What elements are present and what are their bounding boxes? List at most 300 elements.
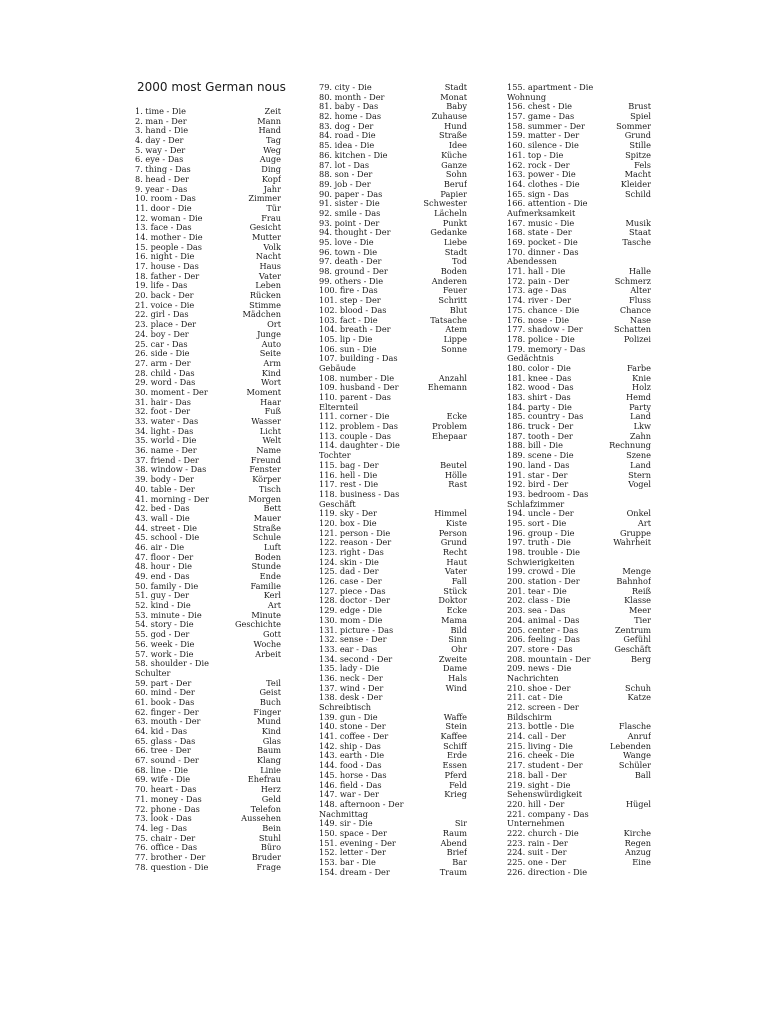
vocab-translation: Bruder — [251, 852, 281, 862]
vocab-line — [135, 194, 281, 204]
vocab-translation: Brust — [628, 102, 651, 112]
vocab-entry: 190. land - Das — [507, 460, 570, 470]
vocab-line — [319, 606, 467, 616]
vocab-line — [319, 751, 467, 761]
vocab-entry: 214. call - Der — [507, 732, 566, 742]
vocab-translation: Sohn — [445, 170, 467, 180]
vocab-entry: 142. ship - Das — [319, 741, 381, 751]
vocab-line — [135, 514, 281, 524]
vocab-entry: 196. group - Die — [507, 528, 575, 538]
vocab-line — [319, 267, 467, 277]
vocab-line — [507, 161, 651, 171]
vocab-line — [507, 422, 651, 432]
vocab-entry: Nachrichten — [507, 673, 559, 683]
vocab-line — [507, 684, 651, 694]
vocab-line — [319, 403, 467, 413]
vocab-line — [319, 567, 467, 577]
vocab-entry: 4. day - Der — [135, 136, 184, 146]
vocab-line — [507, 383, 651, 393]
vocab-line — [507, 587, 651, 597]
vocab-entry: 212. screen - Der — [507, 703, 579, 712]
vocab-line — [319, 480, 467, 490]
vocab-line — [507, 848, 651, 858]
vocab-line — [319, 199, 467, 209]
vocab-translation: Bett — [263, 504, 281, 514]
vocab-line — [319, 122, 467, 132]
vocab-entry: 20. back - Der — [135, 291, 194, 301]
vocab-line — [507, 558, 651, 568]
vocab-translation: Land — [630, 460, 651, 470]
vocab-translation: Schatten — [613, 325, 651, 335]
vocab-entry: 91. sister - Die — [319, 199, 380, 209]
vocab-translation: Farbe — [626, 363, 651, 373]
vocab-entry: Sehenswürdigkeit — [507, 790, 583, 800]
vocab-translation: Raum — [442, 828, 467, 838]
vocab-line — [135, 262, 281, 272]
vocab-entry: 88. son - Der — [319, 170, 373, 180]
vocab-translation: Musik — [625, 218, 651, 228]
vocab-entry: 94. thought - Der — [319, 228, 391, 238]
vocab-translation: Gefühl — [623, 635, 651, 645]
vocab-translation: Schwester — [423, 199, 467, 209]
vocab-line — [135, 698, 281, 708]
vocab-entry: 24. boy - Der — [135, 329, 189, 339]
vocab-entry: 153. bar - Die — [319, 858, 376, 867]
vocab-entry: 104. breath - Der — [319, 325, 391, 335]
vocab-entry: 136. neck - Der — [319, 673, 383, 683]
vocab-line — [319, 616, 467, 626]
vocab-entry: 149. sir - Die — [319, 819, 373, 829]
vocab-line — [507, 257, 651, 267]
vocab-translation: Büro — [260, 843, 281, 853]
vocab-entry: 167. music - Die — [507, 218, 575, 228]
vocab-entry: 49. end - Das — [135, 572, 190, 581]
vocab-entry: 6. eye - Das — [135, 155, 184, 165]
vocab-line — [319, 693, 467, 703]
vocab-line — [507, 131, 651, 141]
vocab-translation: Nase — [629, 315, 651, 325]
vocab-line — [135, 243, 281, 253]
vocab-line — [319, 180, 467, 190]
vocab-line — [507, 325, 651, 335]
vocab-translation: Macht — [624, 170, 651, 180]
vocab-entry: 9. year - Das — [135, 184, 188, 194]
vocab-line — [319, 228, 467, 238]
vocab-entry: 108. number - Die — [319, 373, 395, 383]
vocab-translation: Tatsache — [430, 315, 467, 325]
vocab-translation: Ball — [634, 770, 651, 780]
vocab-line — [135, 204, 281, 214]
vocab-entry: 139. gun - Die — [319, 712, 378, 722]
vocab-line — [135, 591, 281, 601]
vocab-entry: 213. bottle - Die — [507, 722, 575, 732]
vocab-entry: 205. center - Das — [507, 625, 579, 635]
vocab-line — [507, 703, 651, 713]
vocab-entry: 112. problem - Das — [319, 422, 399, 432]
vocab-line — [135, 233, 281, 243]
vocab-translation: Kirche — [623, 828, 651, 838]
vocab-entry: 100. fire - Das — [319, 286, 378, 296]
vocab-entry: 211. cat - Die — [507, 693, 563, 703]
vocab-line — [319, 219, 467, 229]
vocab-translation: Geschichte — [234, 620, 281, 630]
vocab-translation: Essen — [442, 761, 467, 771]
vocab-line — [507, 122, 651, 132]
vocab-translation: Hals — [448, 673, 467, 683]
vocab-entry: 62. finger - Der — [135, 707, 199, 717]
vocab-translation: Hund — [444, 121, 467, 131]
vocab-line — [319, 810, 467, 820]
vocab-translation: Herz — [260, 785, 281, 795]
vocab-translation: Klang — [256, 756, 281, 766]
vocab-line — [135, 301, 281, 311]
vocab-translation: Anzahl — [438, 373, 467, 383]
vocab-line — [135, 223, 281, 233]
vocab-entry: 63. mouth - Der — [135, 717, 201, 727]
vocab-entry: 97. death - Der — [319, 257, 382, 267]
vocab-entry: 181. knee - Das — [507, 373, 572, 383]
vocab-entry: 178. police - Die — [507, 334, 575, 344]
vocab-translation: Party — [629, 402, 651, 412]
vocab-translation: Mauer — [253, 513, 281, 523]
vocab-translation: Baum — [257, 746, 281, 756]
vocab-translation: Himmel — [434, 509, 467, 519]
vocab-translation: Mädchen — [242, 310, 281, 320]
vocab-translation: Tür — [266, 203, 281, 213]
vocab-line — [507, 451, 651, 461]
vocab-translation: Gedanke — [430, 228, 467, 238]
vocab-line — [135, 679, 281, 689]
vocab-entry: 78. question - Die — [135, 862, 209, 872]
vocab-line — [319, 451, 467, 461]
vocab-line — [319, 422, 467, 432]
vocab-entry: 123. right - Das — [319, 548, 384, 557]
vocab-line — [507, 490, 651, 500]
vocab-translation: Telefon — [250, 804, 281, 814]
vocab-translation: Mama — [441, 615, 467, 625]
vocab-entry: 185. country - Das — [507, 412, 584, 422]
vocab-translation: Stein — [445, 722, 467, 732]
vocab-translation: Brief — [446, 848, 467, 858]
vocab-line — [135, 456, 281, 466]
vocab-translation: Onkel — [626, 509, 651, 519]
vocab-line — [135, 717, 281, 727]
vocab-line — [135, 756, 281, 766]
vocab-translation: Staat — [629, 228, 651, 238]
vocab-translation: Geld — [261, 794, 281, 804]
vocab-line — [507, 722, 651, 732]
vocab-line — [135, 495, 281, 505]
vocab-line — [135, 553, 281, 563]
vocab-line — [319, 771, 467, 781]
vocab-line — [507, 354, 651, 364]
vocab-entry: 215. living - Die — [507, 741, 573, 751]
vocab-entry: 87. lot - Das — [319, 160, 370, 170]
vocab-translation: Sir — [454, 819, 467, 829]
vocab-entry: 207. store - Das — [507, 644, 573, 654]
vocab-line — [319, 151, 467, 161]
vocab-translation: Stunde — [251, 562, 281, 572]
vocab-translation: Chance — [619, 305, 651, 315]
vocab-entry: 95. love - Die — [319, 238, 374, 247]
vocab-translation: Ecke — [446, 606, 467, 616]
vocab-entry: Gedächtnis — [507, 354, 554, 364]
vocab-entry: 191. star - Der — [507, 470, 568, 480]
vocab-translation: Tier — [634, 615, 651, 625]
vocab-entry: 12. woman - Die — [135, 213, 203, 223]
vocab-translation: Auge — [259, 155, 281, 165]
vocab-translation: Frau — [261, 213, 281, 223]
vocab-entry: 47. floor - Der — [135, 552, 194, 562]
vocab-translation: Buch — [259, 697, 281, 707]
vocab-translation: Schiff — [443, 741, 467, 751]
vocab-entry: 74. leg - Das — [135, 823, 187, 833]
vocab-entry: 141. coffee - Der — [319, 732, 389, 742]
vocab-translation: Lippe — [443, 334, 467, 344]
vocab-translation: Auto — [261, 339, 281, 349]
vocab-entry: 66. tree - Der — [135, 746, 191, 756]
vocab-line — [507, 83, 651, 93]
vocab-entry: 169. pocket - Die — [507, 238, 578, 247]
vocab-line — [507, 267, 651, 277]
vocab-translation: Jahr — [263, 184, 281, 194]
vocab-line — [507, 335, 651, 345]
vocab-line — [135, 737, 281, 747]
vocab-line — [507, 596, 651, 606]
vocab-entry: 114. daughter - Die — [319, 441, 400, 451]
vocab-translation: Person — [438, 528, 467, 538]
vocab-line — [507, 713, 651, 723]
page-title: 2000 most German nous — [137, 80, 286, 94]
vocab-entry: 144. food - Das — [319, 761, 382, 771]
vocab-line — [135, 572, 281, 582]
vocab-line — [507, 800, 651, 810]
vocab-line — [135, 688, 281, 698]
vocab-line — [507, 635, 651, 645]
vocab-entry: 127. piece - Das — [319, 586, 386, 596]
vocab-translation: Dame — [442, 664, 467, 674]
vocab-entry: Unternehmen — [507, 819, 565, 829]
vocab-entry: 172. pain - Der — [507, 276, 570, 286]
vocab-line — [319, 819, 467, 829]
vocab-line — [319, 412, 467, 422]
vocab-line — [135, 485, 281, 495]
vocab-entry: 148. afternoon - Der — [319, 799, 404, 809]
vocab-translation: Stadt — [444, 83, 467, 92]
vocab-line — [507, 645, 651, 655]
vocab-entry: 3. hand - Die — [135, 126, 189, 136]
vocab-translation: Sommer — [616, 121, 651, 131]
vocab-entry: 75. chair - Der — [135, 833, 196, 843]
vocab-entry: 187. tooth - Der — [507, 431, 573, 441]
vocab-line — [507, 538, 651, 548]
vocab-entry: 159. matter - Der — [507, 131, 580, 141]
vocab-translation: Boden — [254, 552, 281, 562]
vocab-entry: 53. minute - Die — [135, 610, 202, 620]
vocab-translation: Küche — [441, 150, 467, 160]
vocab-translation: Punkt — [442, 218, 467, 228]
vocab-entry: 130. mom - Die — [319, 615, 383, 625]
vocab-translation: Wort — [261, 378, 281, 388]
vocab-line — [507, 500, 651, 510]
vocab-translation: Hand — [258, 126, 281, 136]
vocab-translation: Leben — [255, 281, 281, 291]
vocab-translation: Volk — [263, 242, 281, 252]
vocab-translation: Wind — [445, 683, 467, 693]
vocab-translation: Gesicht — [249, 223, 281, 233]
vocab-translation: Beruf — [443, 179, 467, 189]
vocab-entry: 60. mind - Der — [135, 688, 195, 698]
vocab-line — [135, 814, 281, 824]
vocab-translation: Zimmer — [248, 194, 281, 204]
vocab-entry: 35. world - Die — [135, 436, 197, 446]
vocab-line — [507, 199, 651, 209]
vocab-line — [507, 364, 651, 374]
vocab-translation: Teil — [266, 678, 281, 688]
vocab-entry: 81. baby - Das — [319, 102, 379, 112]
vocab-line — [507, 548, 651, 558]
vocab-translation: Schule — [252, 533, 281, 543]
vocab-line — [319, 577, 467, 587]
vocab-entry: 194. uncle - Der — [507, 509, 574, 519]
vocab-translation: Geist — [259, 688, 281, 698]
vocab-line — [507, 606, 651, 616]
vocab-line — [319, 461, 467, 471]
vocab-line — [507, 180, 651, 190]
vocab-entry: 134. second - Der — [319, 654, 393, 664]
vocab-line — [135, 543, 281, 553]
vocab-entry: 96. town - Die — [319, 247, 378, 257]
vocab-translation: Welt — [262, 436, 281, 446]
vocab-entry: 164. clothes - Die — [507, 179, 580, 189]
vocab-entry: 151. evening - Der — [319, 838, 396, 848]
vocab-entry: 117. rest - Die — [319, 480, 379, 490]
vocab-line — [319, 655, 467, 665]
vocab-entry: 177. shadow - Der — [507, 325, 583, 335]
vocab-line — [507, 93, 651, 103]
vocab-line — [319, 93, 467, 103]
vocab-entry: 150. space - Der — [319, 828, 387, 838]
vocab-line — [135, 650, 281, 660]
vocab-entry: 166. attention - Die — [507, 199, 588, 209]
vocab-translation: Bild — [450, 625, 467, 635]
vocab-line — [319, 364, 467, 374]
vocab-entry: 40. table - Der — [135, 484, 195, 494]
vocab-line — [507, 170, 651, 180]
vocab-entry: 174. river - Der — [507, 296, 572, 306]
vocab-line — [507, 248, 651, 258]
vocab-entry: Abendessen — [507, 257, 557, 267]
vocab-translation: Frage — [256, 862, 281, 872]
vocab-translation: Luft — [263, 542, 281, 552]
vocab-translation: Arm — [263, 358, 281, 368]
vocab-translation: Minute — [251, 610, 281, 620]
vocab-entry: 201. tear - Die — [507, 586, 567, 596]
vocab-line — [507, 771, 651, 781]
vocab-entry: Nachmittag — [319, 809, 368, 819]
vocab-translation: Freund — [250, 455, 281, 465]
vocab-translation: Kind — [261, 727, 281, 736]
vocab-line — [135, 504, 281, 514]
vocab-line — [319, 393, 467, 403]
vocab-translation: Mann — [257, 116, 281, 126]
vocab-line — [319, 868, 467, 878]
vocab-translation: Zweite — [438, 654, 467, 664]
vocab-line — [319, 732, 467, 742]
vocab-translation: Ecke — [446, 412, 467, 422]
vocab-line — [135, 766, 281, 776]
vocab-line — [507, 742, 651, 752]
vocab-line — [319, 490, 467, 500]
vocab-line — [135, 562, 281, 572]
vocab-line — [135, 533, 281, 543]
vocab-translation: Kiste — [445, 518, 467, 528]
vocab-translation: Anderen — [431, 276, 467, 286]
vocab-translation: Grund — [440, 538, 467, 548]
vocab-entry: 13. face - Das — [135, 223, 192, 233]
vocab-line — [319, 432, 467, 442]
vocab-entry: 180. color - Die — [507, 363, 571, 373]
vocab-line — [507, 616, 651, 626]
vocab-line — [319, 383, 467, 393]
vocab-translation: Tisch — [258, 484, 281, 494]
vocab-line — [319, 306, 467, 316]
vocab-line — [507, 626, 651, 636]
vocab-line — [135, 824, 281, 834]
vocab-entry: 50. family - Die — [135, 581, 199, 591]
vocab-entry: 203. sea - Das — [507, 606, 566, 616]
vocab-line — [319, 296, 467, 306]
vocab-translation: Ehemann — [427, 383, 467, 393]
vocab-line — [135, 155, 281, 165]
vocab-line — [319, 345, 467, 355]
vocab-entry: 184. party - Die — [507, 402, 572, 412]
vocab-line — [319, 286, 467, 296]
vocab-entry: 79. city - Die — [319, 83, 372, 92]
vocab-entry: 204. animal - Das — [507, 615, 580, 625]
vocab-translation: Fels — [634, 160, 651, 170]
vocab-translation: Krieg — [444, 790, 467, 800]
vocab-entry: 21. voice - Die — [135, 300, 195, 310]
vocab-entry: 193. bedroom - Das — [507, 489, 589, 499]
vocab-line — [507, 316, 651, 326]
vocab-translation: Tod — [452, 257, 467, 267]
vocab-entry: 25. car - Das — [135, 339, 188, 349]
vocab-entry: 27. arm - Der — [135, 358, 191, 368]
vocab-line — [507, 761, 651, 771]
vocab-line — [135, 272, 281, 282]
vocab-line — [135, 107, 281, 117]
vocab-translation: Rechnung — [609, 441, 651, 451]
word-column-1 — [135, 107, 281, 872]
vocab-line — [135, 640, 281, 650]
vocab-entry: 171. hall - Die — [507, 267, 566, 277]
vocab-translation: Straße — [252, 523, 281, 533]
vocab-translation: Polizei — [623, 334, 651, 344]
vocab-line — [319, 664, 467, 674]
vocab-entry: 65. glass - Das — [135, 736, 196, 746]
vocab-line — [507, 102, 651, 112]
vocab-translation: Lebenden — [609, 741, 651, 751]
vocab-entry: 120. box - Die — [319, 518, 377, 528]
vocab-entry: 198. trouble - Die — [507, 548, 580, 557]
vocab-line — [135, 359, 281, 369]
vocab-line — [319, 538, 467, 548]
vocab-line — [135, 582, 281, 592]
vocab-entry: 218. ball - Der — [507, 770, 567, 780]
vocab-line — [135, 659, 281, 669]
vocab-entry: 8. head - Der — [135, 174, 189, 184]
